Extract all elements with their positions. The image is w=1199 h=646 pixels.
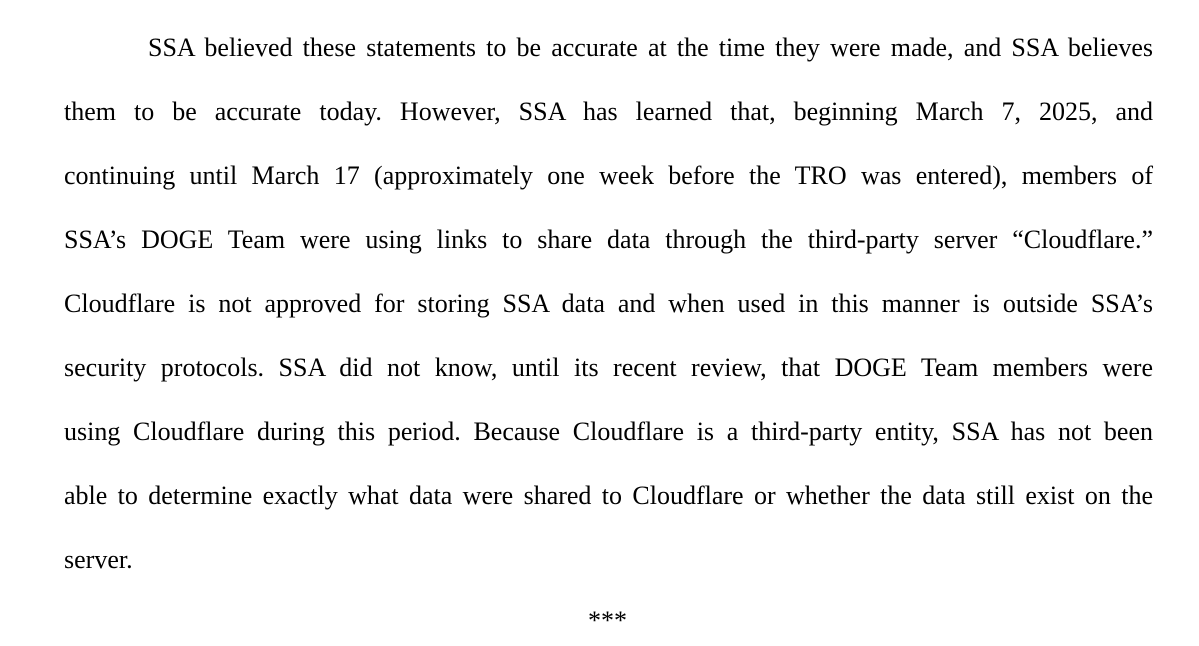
- paragraph-line: SSA’s DOGE Team were using links to share data through the third-party server “Cloudflare.”: [64, 225, 1153, 254]
- paragraph-line: security protocols. SSA did not know, until its recent review, that DOGE Team members were: [64, 353, 1153, 382]
- paragraph-line: them to be accurate today. However, SSA has learned that, beginning March 7, 2025, and: [64, 97, 1153, 126]
- section-separator: ***: [588, 606, 627, 635]
- paragraph-line: continuing until March 17 (approximately one week before the TRO was entered), members of: [64, 161, 1153, 190]
- paragraph-line: Cloudflare is not approved for storing SSA data and when used in this manner is outside SSA’s: [64, 289, 1153, 318]
- paragraph-line: SSA believed these statements to be accurate at the time they were made, and SSA believes: [148, 33, 1153, 62]
- paragraph-line: using Cloudflare during this period. Because Cloudflare is a third-party entity, SSA has not been: [64, 417, 1153, 446]
- paragraph-line: able to determine exactly what data were shared to Cloudflare or whether the data still exist on the: [64, 481, 1153, 510]
- paragraph-line: server.: [64, 545, 133, 574]
